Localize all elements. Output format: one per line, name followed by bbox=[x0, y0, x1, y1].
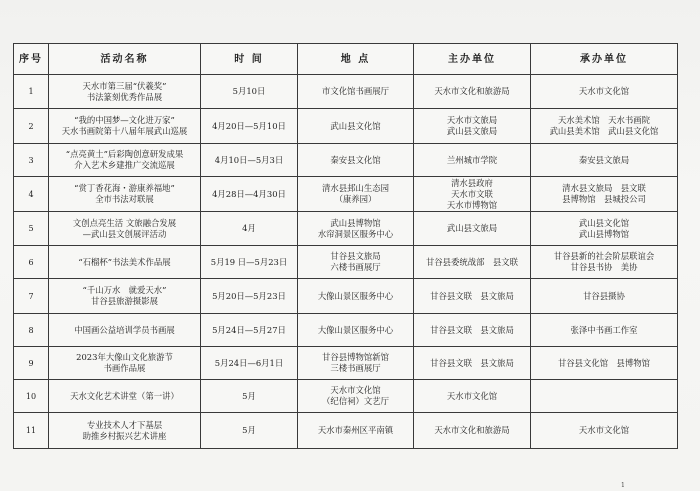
cell-organizer-line: 县博物馆 县城投公司 bbox=[562, 194, 646, 204]
cell-activity-name bbox=[49, 347, 201, 380]
cell-time-line: 5月 bbox=[242, 425, 256, 435]
cell-activity-name-line: 书法篆刻优秀作品展 bbox=[86, 91, 163, 102]
cell-time bbox=[201, 109, 298, 144]
cell-location-line: 清水县邽山生态园 bbox=[322, 183, 389, 193]
cell-time bbox=[201, 279, 298, 314]
cell-activity-name bbox=[49, 109, 201, 144]
cell-location-line: 甘谷县文旅局 bbox=[330, 251, 381, 261]
header-organizer: 承办单位 bbox=[531, 44, 678, 75]
cell-organizer bbox=[531, 380, 678, 413]
cell-activity-name-line: —武山县文创展评活动 bbox=[82, 228, 167, 239]
cell-number: 3 bbox=[14, 144, 49, 177]
cell-host-line: 甘谷县文联 县文旅局 bbox=[430, 324, 514, 335]
cell-time-line: 5月10日 bbox=[232, 86, 266, 96]
cell-host bbox=[414, 144, 531, 177]
cell-location bbox=[298, 279, 414, 314]
cell-activity-name bbox=[49, 177, 201, 212]
cell-time-line: 4月 bbox=[242, 223, 256, 233]
cell-activity-name-line: 中国画公益培训学员书画展 bbox=[74, 324, 175, 335]
header-location: 地 点 bbox=[298, 44, 414, 75]
table-row bbox=[14, 246, 678, 279]
cell-time bbox=[201, 177, 298, 212]
cell-number: 9 bbox=[14, 347, 49, 380]
table-row bbox=[14, 212, 678, 246]
cell-number: 8 bbox=[14, 314, 49, 347]
cell-activity-name-line: 天水文化艺术讲堂（第一讲） bbox=[70, 390, 179, 401]
table-row bbox=[14, 380, 678, 413]
cell-organizer-line: 甘谷县书协 美协 bbox=[570, 262, 638, 272]
cell-organizer-line: 武山县博物馆 bbox=[578, 228, 630, 239]
cell-time bbox=[201, 144, 298, 177]
cell-location bbox=[298, 109, 414, 144]
cell-activity-name-line: 助推乡村振兴艺术讲座 bbox=[82, 430, 167, 441]
cell-host-line: 武山县文旅局 bbox=[446, 126, 498, 136]
cell-host-line: 清水县政府 bbox=[451, 177, 493, 188]
cell-host-line: 天水市博物馆 bbox=[446, 199, 498, 210]
cell-organizer-line: 武山县文化馆 bbox=[578, 217, 630, 228]
table-row bbox=[14, 413, 678, 449]
cell-activity-name bbox=[49, 246, 201, 279]
cell-host-line: 天水市文化和旅游局 bbox=[434, 425, 510, 435]
cell-location-line: 天水市文化馆 bbox=[330, 385, 381, 395]
cell-organizer bbox=[531, 177, 678, 212]
cell-organizer bbox=[531, 314, 678, 347]
table-body bbox=[14, 75, 678, 449]
cell-activity-name-line: “赏丁香花海・游康养福地” bbox=[74, 183, 175, 193]
cell-location-line: 三楼书画展厅 bbox=[330, 363, 381, 373]
cell-number: 4 bbox=[14, 177, 49, 212]
cell-number: 5 bbox=[14, 212, 49, 246]
cell-number: 2 bbox=[14, 109, 49, 144]
cell-time bbox=[201, 314, 298, 347]
cell-location bbox=[298, 212, 414, 246]
cell-time-line: 4月28日—4月30日 bbox=[212, 188, 286, 199]
table-row bbox=[14, 279, 678, 314]
cell-activity-name-line: 甘谷县旅游摄影展 bbox=[91, 296, 158, 306]
cell-host bbox=[414, 279, 531, 314]
cell-time bbox=[201, 212, 298, 246]
cell-time bbox=[201, 413, 298, 449]
cell-location-line: 天水市秦州区平南镇 bbox=[317, 425, 394, 435]
cell-host bbox=[414, 380, 531, 413]
table-row bbox=[14, 109, 678, 144]
cell-host bbox=[414, 347, 531, 380]
cell-host-line: 天水市文化和旅游局 bbox=[434, 86, 510, 96]
cell-time bbox=[201, 75, 298, 109]
cell-host-line: 天水市文旅局 bbox=[446, 115, 498, 125]
cell-organizer-line: 天水市文化馆 bbox=[578, 86, 630, 96]
cell-organizer-line: 甘谷县摄协 bbox=[583, 290, 625, 301]
cell-location bbox=[298, 347, 414, 380]
cell-organizer bbox=[531, 109, 678, 144]
cell-location-line: 水帘洞景区服务中心 bbox=[317, 228, 394, 239]
cell-host-line: 天水市文联 bbox=[451, 188, 493, 199]
cell-location-line: 大像山景区服务中心 bbox=[317, 324, 394, 335]
cell-host bbox=[414, 314, 531, 347]
cell-activity-name-line: 天水书画院第十八届年展武山巡展 bbox=[61, 126, 188, 136]
cell-host bbox=[414, 413, 531, 449]
cell-organizer-line: 清水县文旅局 县文联 bbox=[562, 183, 646, 193]
header-time: 时 间 bbox=[201, 44, 298, 75]
cell-number: 7 bbox=[14, 279, 49, 314]
cell-organizer bbox=[531, 75, 678, 109]
cell-location-line: （纪信祠）文艺厅 bbox=[322, 396, 389, 406]
cell-organizer-line: 天水市文化馆 bbox=[578, 425, 630, 435]
cell-activity-name bbox=[49, 144, 201, 177]
header-activity-name: 活动名称 bbox=[49, 44, 201, 75]
cell-activity-name-line: 介入艺术乡建推广交流巡展 bbox=[74, 160, 175, 170]
cell-location-line: 武山县文化馆 bbox=[330, 120, 381, 131]
cell-organizer bbox=[531, 212, 678, 246]
header-host: 主办单位 bbox=[414, 44, 531, 75]
cell-time-line: 5月24日—6月1日 bbox=[214, 357, 284, 368]
cell-organizer-line: 甘谷县新的社会阶层联谊会 bbox=[553, 251, 655, 261]
header-number: 序号 bbox=[14, 44, 49, 75]
activity-schedule-table bbox=[13, 43, 678, 449]
table-row bbox=[14, 177, 678, 212]
cell-activity-name bbox=[49, 380, 201, 413]
cell-organizer bbox=[531, 413, 678, 449]
cell-host bbox=[414, 212, 531, 246]
cell-location bbox=[298, 380, 414, 413]
cell-activity-name-line: 全市书法对联展 bbox=[95, 194, 154, 204]
cell-location bbox=[298, 314, 414, 347]
cell-activity-name bbox=[49, 279, 201, 314]
cell-number: 6 bbox=[14, 246, 49, 279]
cell-location-line: 大像山景区服务中心 bbox=[317, 290, 394, 301]
cell-host-line: 甘谷县委统战部 县文联 bbox=[425, 256, 519, 267]
table-row bbox=[14, 75, 678, 109]
cell-activity-name-line: “石榴杯”书法美术作品展 bbox=[78, 256, 171, 267]
cell-time-line: 5月24日—5月27日 bbox=[212, 324, 286, 335]
cell-activity-name bbox=[49, 75, 201, 109]
cell-organizer-line: 张泽中书画工作室 bbox=[570, 324, 638, 335]
cell-organizer-line: 天水美术馆 天水书画院 bbox=[557, 115, 651, 125]
cell-activity-name-line: “千山万水 就爱天水” bbox=[82, 285, 167, 295]
cell-time bbox=[201, 347, 298, 380]
cell-time-line: 5月 bbox=[242, 390, 256, 401]
cell-activity-name-line: “点亮黄土”后彩陶创意研发成果 bbox=[65, 149, 184, 159]
cell-activity-name-line: 专业技术人才下基层 bbox=[86, 419, 163, 430]
cell-activity-name-line: 书画作品展 bbox=[103, 363, 146, 373]
cell-activity-name bbox=[49, 413, 201, 449]
cell-host-line: 武山县文旅局 bbox=[446, 223, 498, 233]
cell-organizer bbox=[531, 246, 678, 279]
cell-location-line: 市文化馆书画展厅 bbox=[322, 86, 389, 96]
cell-host-line: 兰州城市学院 bbox=[446, 154, 498, 165]
cell-location bbox=[298, 177, 414, 212]
cell-time bbox=[201, 380, 298, 413]
cell-host bbox=[414, 246, 531, 279]
cell-host-line: 甘谷县文联 县文旅局 bbox=[430, 290, 514, 301]
cell-organizer bbox=[531, 144, 678, 177]
cell-organizer bbox=[531, 347, 678, 380]
table-row bbox=[14, 314, 678, 347]
cell-time-line: 4月10日—5月3日 bbox=[214, 154, 284, 165]
cell-time-line: 4月20日—5月10日 bbox=[212, 120, 286, 131]
cell-location-line: 甘谷县博物馆新馆 bbox=[322, 352, 389, 362]
cell-host bbox=[414, 109, 531, 144]
cell-location bbox=[298, 144, 414, 177]
cell-organizer-line: 秦安县文旅局 bbox=[578, 154, 630, 165]
table-row bbox=[14, 347, 678, 380]
cell-host-line: 天水市文化馆 bbox=[446, 390, 498, 401]
cell-activity-name-line: “我的中国梦—文化进万家” bbox=[74, 115, 175, 125]
cell-activity-name-line: 文创点亮生活 文旅融合发展 bbox=[72, 217, 177, 228]
cell-host-line: 甘谷县文联 县文旅局 bbox=[430, 357, 514, 368]
table-row bbox=[14, 144, 678, 177]
cell-activity-name bbox=[49, 212, 201, 246]
cell-number: 11 bbox=[14, 413, 49, 449]
cell-number: 10 bbox=[14, 380, 49, 413]
cell-location-line: 六楼书画展厅 bbox=[330, 262, 381, 272]
cell-organizer-line: 武山县美术馆 武山县文化馆 bbox=[549, 126, 659, 136]
cell-time-line: 5月20日—5月23日 bbox=[212, 290, 286, 301]
cell-number: 1 bbox=[14, 75, 49, 109]
cell-host bbox=[414, 75, 531, 109]
cell-time-line: 5月19 日—5月23日 bbox=[210, 256, 288, 267]
cell-activity-name-line: 天水市第三届“伏羲奖” bbox=[82, 80, 167, 91]
cell-organizer bbox=[531, 279, 678, 314]
cell-location bbox=[298, 75, 414, 109]
cell-location-line: 武山县博物馆 bbox=[330, 217, 381, 228]
page-number: 1 bbox=[621, 482, 625, 489]
cell-location-line: 秦安县文化馆 bbox=[330, 154, 381, 165]
cell-activity-name bbox=[49, 314, 201, 347]
cell-location bbox=[298, 413, 414, 449]
cell-organizer-line: 甘谷县文化馆 县博物馆 bbox=[557, 357, 651, 368]
cell-activity-name-line: 2023年大像山文化旅游节 bbox=[76, 352, 173, 362]
cell-time bbox=[201, 246, 298, 279]
cell-location bbox=[298, 246, 414, 279]
header-row bbox=[14, 44, 678, 75]
cell-location-line: （康养园） bbox=[334, 194, 377, 204]
cell-host bbox=[414, 177, 531, 212]
